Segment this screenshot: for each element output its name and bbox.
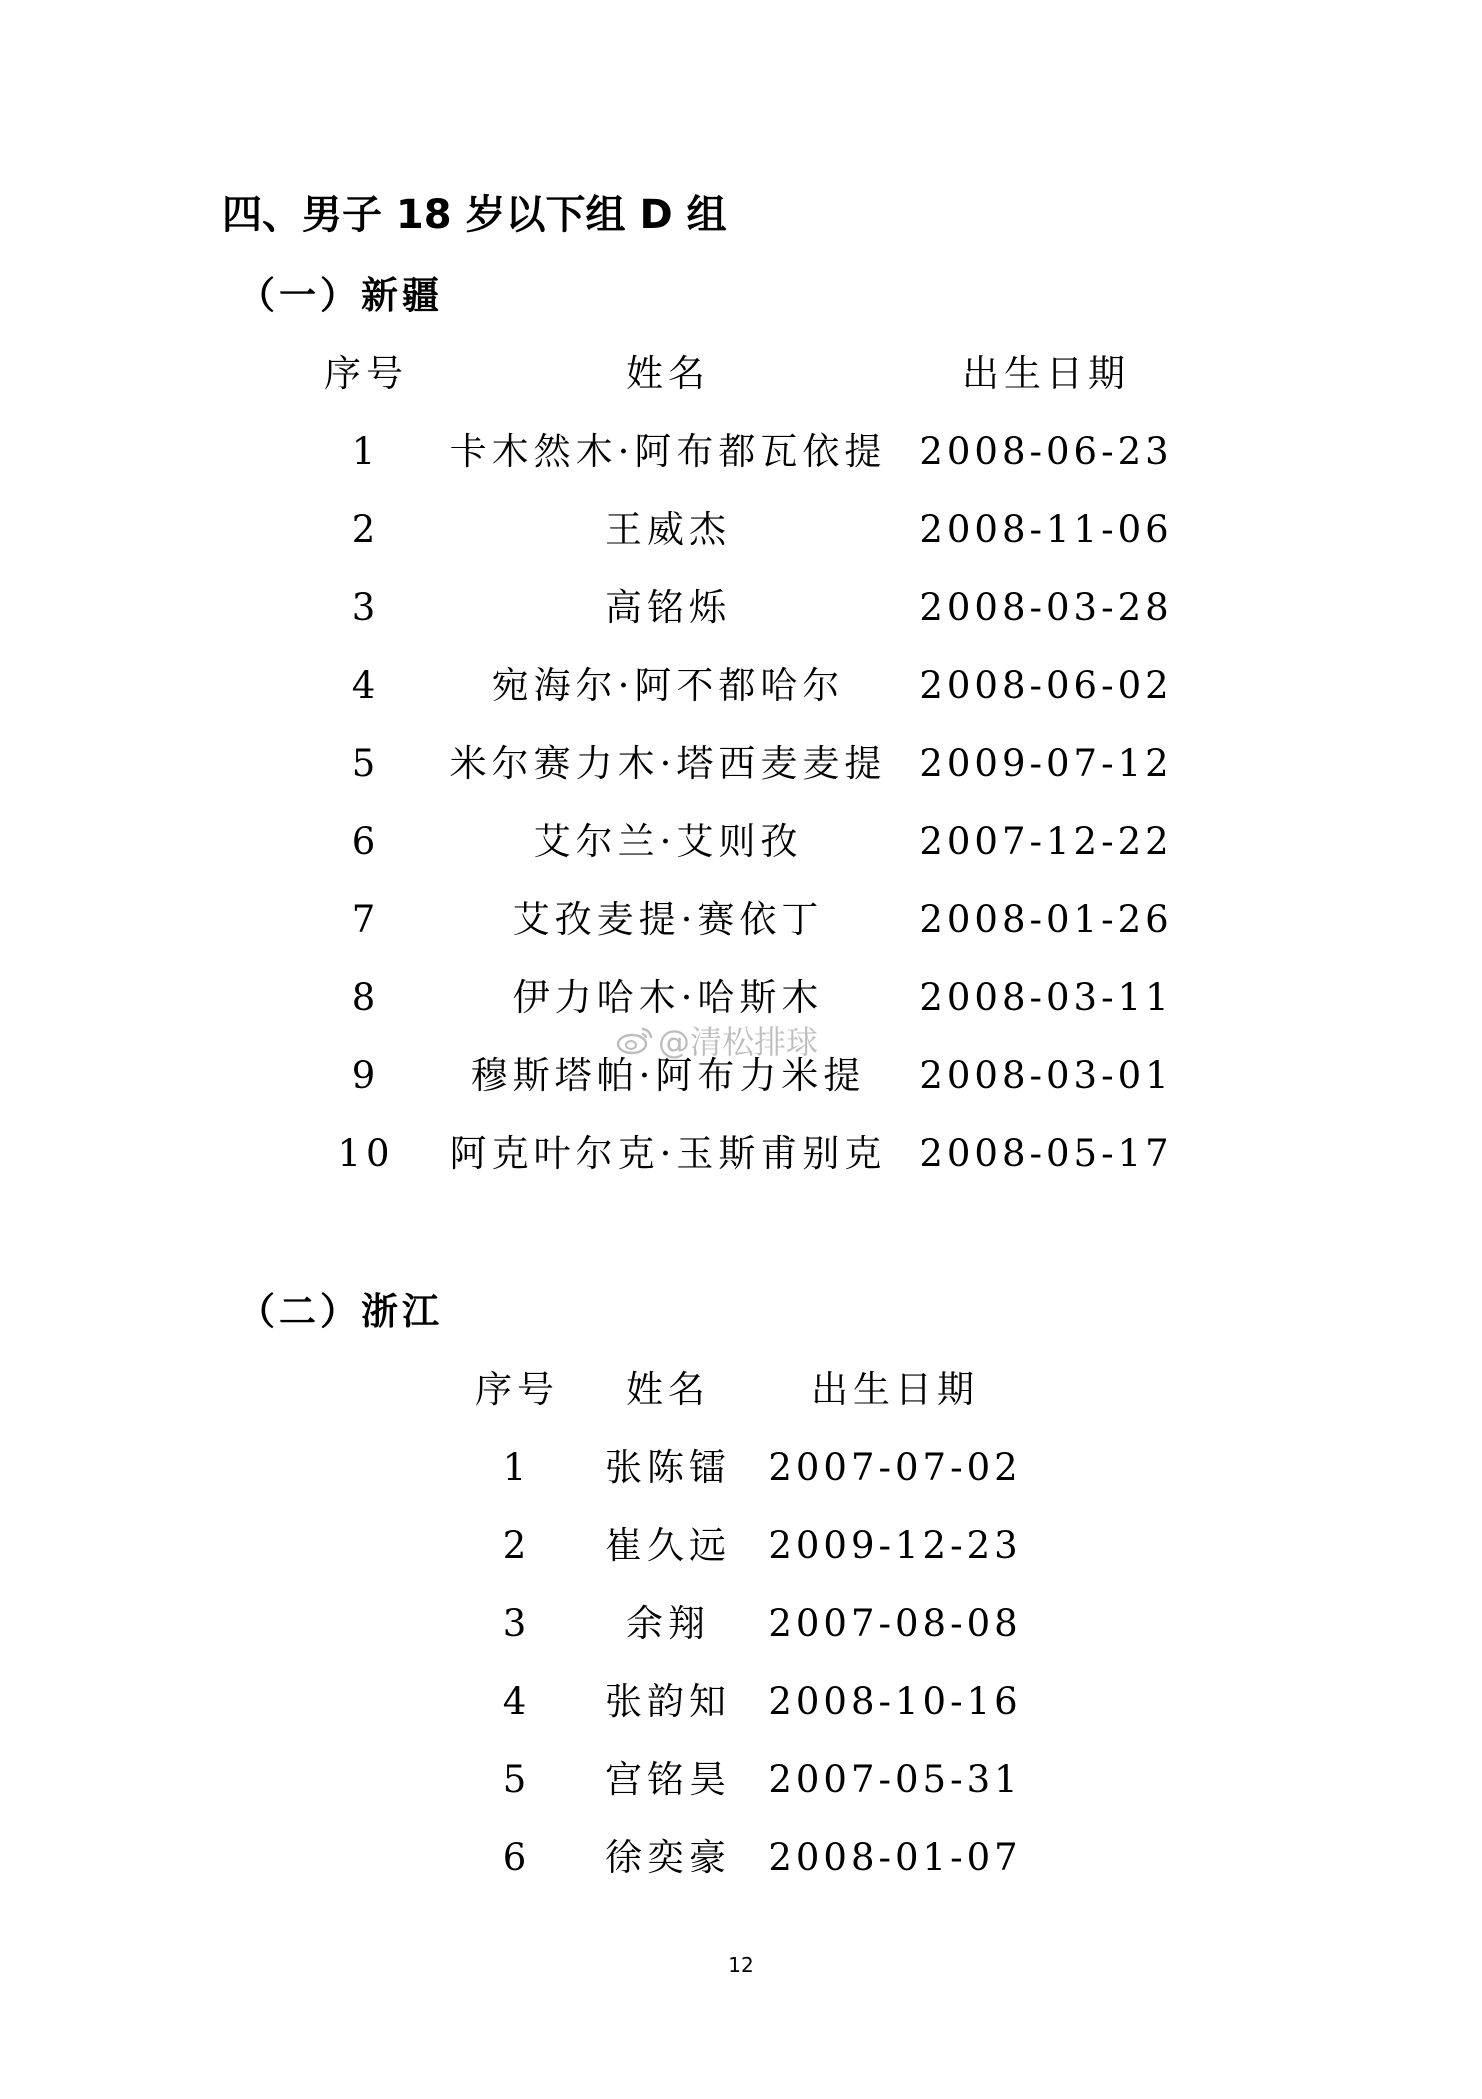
player-name: 艾孜麦提·赛依丁 bbox=[512, 898, 824, 941]
birth-date: 2008-03-11 bbox=[919, 976, 1173, 1019]
row-number: 1 bbox=[351, 430, 381, 473]
player-name: 余翔 bbox=[626, 1602, 710, 1645]
column-header-no: 序号 bbox=[475, 1368, 559, 1411]
column-header-name: 姓名 bbox=[626, 352, 710, 395]
player-name: 高铭烁 bbox=[605, 586, 731, 629]
birth-date: 2007-12-22 bbox=[919, 820, 1173, 863]
birth-date: 2008-05-17 bbox=[919, 1132, 1173, 1175]
row-number: 4 bbox=[502, 1680, 532, 1723]
column-header-no: 序号 bbox=[324, 352, 408, 395]
column-header-name: 姓名 bbox=[626, 1368, 710, 1411]
player-name: 宛海尔·阿不都哈尔 bbox=[491, 664, 845, 707]
row-number: 10 bbox=[337, 1132, 395, 1175]
birth-date: 2009-07-12 bbox=[919, 742, 1173, 785]
table-row bbox=[0, 1831, 1482, 1885]
birth-date: 2009-12-23 bbox=[768, 1524, 1022, 1567]
row-number: 8 bbox=[351, 976, 381, 1019]
player-name: 阿克叶尔克·玉斯甫别克 bbox=[449, 1132, 887, 1175]
player-name: 崔久远 bbox=[605, 1524, 731, 1567]
birth-date: 2008-06-23 bbox=[919, 430, 1173, 473]
player-name: 宫铭昊 bbox=[605, 1758, 731, 1801]
birth-date: 2008-01-26 bbox=[919, 898, 1173, 941]
table-row bbox=[0, 503, 1482, 557]
section-title-xinjiang: （一）新疆 bbox=[238, 273, 443, 317]
table-row bbox=[0, 893, 1482, 947]
birth-date: 2008-10-16 bbox=[768, 1680, 1022, 1723]
player-name: 张陈镭 bbox=[605, 1446, 731, 1489]
watermark-text: @清松排球 bbox=[658, 1023, 819, 1061]
birth-date: 2008-06-02 bbox=[919, 664, 1173, 707]
birth-date: 2007-08-08 bbox=[768, 1602, 1022, 1645]
table-row bbox=[0, 1753, 1482, 1807]
row-number: 6 bbox=[351, 820, 381, 863]
row-number: 5 bbox=[502, 1758, 532, 1801]
column-header-date: 出生日期 bbox=[811, 1368, 979, 1411]
page-number: 12 bbox=[728, 1953, 754, 1977]
player-name: 伊力哈木·哈斯木 bbox=[512, 976, 824, 1019]
birth-date: 2007-07-02 bbox=[768, 1446, 1022, 1489]
birth-date: 2008-11-06 bbox=[919, 508, 1173, 551]
birth-date: 2007-05-31 bbox=[768, 1758, 1022, 1801]
column-header-date: 出生日期 bbox=[962, 352, 1130, 395]
birth-date: 2008-03-01 bbox=[919, 1054, 1173, 1097]
player-name: 米尔赛力木·塔西麦麦提 bbox=[449, 742, 887, 785]
player-name: 穆斯塔帕·阿布力米提 bbox=[470, 1054, 866, 1097]
weibo-watermark bbox=[616, 1020, 818, 1066]
weibo-logo-icon bbox=[616, 1022, 654, 1066]
player-name: 王威杰 bbox=[605, 508, 731, 551]
table-row bbox=[0, 1675, 1482, 1729]
row-number: 2 bbox=[502, 1524, 532, 1567]
player-name: 徐奕豪 bbox=[605, 1836, 731, 1879]
table-row bbox=[0, 659, 1482, 713]
table-header-row bbox=[0, 1363, 1482, 1417]
player-name: 卡木然木·阿布都瓦依提 bbox=[449, 430, 887, 473]
row-number: 9 bbox=[351, 1054, 381, 1097]
row-number: 5 bbox=[351, 742, 381, 785]
table-row bbox=[0, 971, 1482, 1025]
table-row bbox=[0, 1127, 1482, 1181]
player-name: 张韵知 bbox=[605, 1680, 731, 1723]
table-row bbox=[0, 1441, 1482, 1495]
row-number: 3 bbox=[351, 586, 381, 629]
row-number: 6 bbox=[502, 1836, 532, 1879]
table-row bbox=[0, 737, 1482, 791]
main-heading: 四、男子 18 岁以下组 D 组 bbox=[222, 192, 727, 238]
row-number: 4 bbox=[351, 664, 381, 707]
row-number: 2 bbox=[351, 508, 381, 551]
birth-date: 2008-01-07 bbox=[768, 1836, 1022, 1879]
table-row bbox=[0, 581, 1482, 635]
row-number: 1 bbox=[502, 1446, 532, 1489]
row-number: 7 bbox=[351, 898, 381, 941]
table-header-row bbox=[0, 347, 1482, 401]
birth-date: 2008-03-28 bbox=[919, 586, 1173, 629]
table-row bbox=[0, 815, 1482, 869]
row-number: 3 bbox=[502, 1602, 532, 1645]
table-row bbox=[0, 1519, 1482, 1573]
table-row bbox=[0, 425, 1482, 479]
player-name: 艾尔兰·艾则孜 bbox=[533, 820, 803, 863]
section-title-zhejiang: （二）浙江 bbox=[238, 1289, 443, 1333]
table-row bbox=[0, 1597, 1482, 1651]
